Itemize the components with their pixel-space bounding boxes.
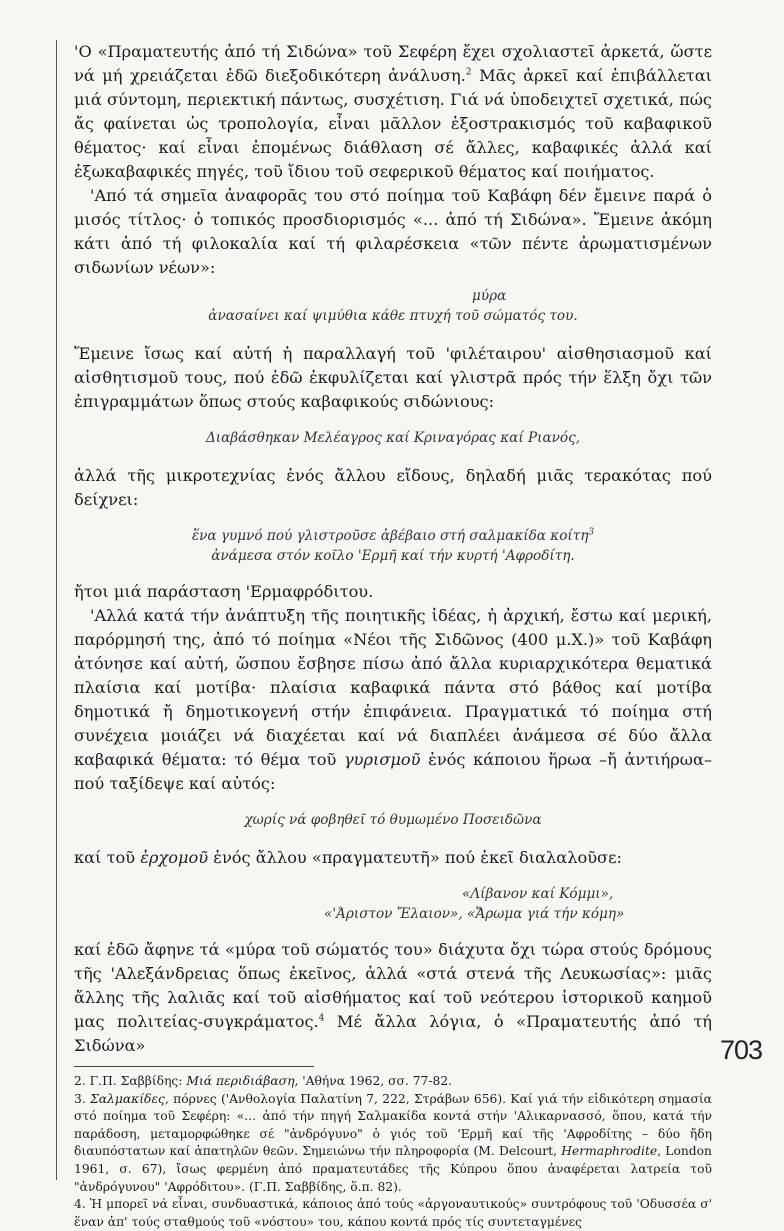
paragraph-5: ἤτοι μιά παράσταση 'Ερμαφρόδιτου. — [74, 582, 374, 601]
quote-5-line-2: «'Άριστον Ἔλαιον», «Ἄρωμα γιά τήν κόμη» — [324, 906, 625, 922]
footnote-4: 4. Ἡ μπορεῖ νά εἶναι, συνδυαστικά, κάποιος ἀπό τούς «ἀργοναυτικούς» συντρόφους τοῦ 'Οδυσσέα σ' ἕναν ἀπ' τούς σταθμούς τοῦ «νόστου» του, κάπου κοντά πρός τίς συντεταγμένες — [74, 1197, 712, 1229]
quote-2: Διαβάσθηκαν Μελέαγρος καί Κριναγόρας καί Ριανός, — [205, 430, 581, 446]
quote-5-line-1: «Λίβανον καί Κόμμι», — [462, 886, 614, 902]
footnotes — [74, 1073, 712, 1231]
quote-1-line-2: ἀνασαίνει καί ψιμύθια κάθε πτυχή τοῦ σώματός του. — [208, 308, 578, 324]
main-text — [74, 40, 712, 1058]
paragraph-2: 'Από τά σημεῖα ἀναφορᾶς του στό ποίημα τοῦ Καβάφη δέν ἔμεινε παρά ὁ μισός τίτλος· ὁ τοπικός προσδιορισμός «... ἀπό τή Σιδώνα». Ἔμεινε ἀκόμη κάτι ἀπό τή φιλοκαλία καί τή φιλαρέσκεια «τῶν πέντε ἀρωματισμένων σιδωνίων νέων»: — [74, 186, 712, 277]
footnote-ref-4[interactable]: 4 — [318, 1013, 325, 1024]
margin-rule — [56, 40, 57, 1180]
quote-1-line-1: μύρα — [472, 288, 507, 304]
quote-3-line-1: ἕνα γυμνό πού γλιστροῦσε ἀβέβαιο στή σαλμακίδα κοίτη$^3$ — [191, 527, 595, 544]
book-page — [74, 40, 712, 1229]
paragraph-4: ἀλλά τῆς μικροτεχνίας ἑνός ἄλλου εἴδους, δηλαδή μιᾶς τερακότας πού δείχνει: — [74, 466, 712, 509]
paragraph-8: καί ἐδῶ ἄφηνε τά «μύρα τοῦ σώματός του» διάχυτα ὄχι τώρα στούς δρόμους τῆς 'Αλεξάνδρειας ὅπως ἐκεῖνος, ἀλλά «στά στενά τῆς Λευκωσίας»: μιᾶς ἄλλης τῆς λαλιᾶς καί τοῦ αἰσθήματος καί τοῦ νεότερου ἱστορικοῦ καημοῦ μας πολιτείας-συγκράματος.$^4$ Μέ ἄλλα λόγια, ὁ «Πραματευτής ἀπό τή Σιδώνα» — [74, 940, 712, 1055]
footnote-ref-2[interactable]: 2 — [465, 67, 472, 78]
paragraph-3: Ἔμεινε ἴσως καί αὐτή ἡ παραλλαγή τοῦ 'φιλέταιρου' αἰσθησιασμοῦ καί αἰσθητισμοῦ τους, πού ἐδῶ ἐκφυλίζεται καί γλιστρᾶ πρός τήν ἕλξη ὄχι τῶν ἐπιγραμμάτων ὅπως στούς καβαφικούς σιδώνιους: — [74, 344, 712, 411]
page-number: 703 — [720, 1035, 763, 1065]
footnote-ref-3[interactable]: 3 — [588, 527, 595, 538]
paragraph-1: 'Ο «Πραματευτής ἀπό τή Σιδώνα» τοῦ Σεφέρη ἔχει σχολιαστεῖ ἀρκετά, ὥστε νά μή χρειάζεται ἐδῶ διεξοδικότερη ἀνάλυση.$^2$ Μᾶς ἀρκεῖ καί ἐπιβάλλεται μιά σύντομη, περιεκτική πάντως, συσχέτιση. Γιά νά ὑποδειχτεῖ σχετικά, πώς ἄς φαίνεται ὡς τροπολογία, εἶναι μᾶλλον ἐξοστρακισμός τοῦ καβαφικοῦ θέματος· καί εἶναι ἐπομένως διάθλαση σέ ἄλλες, καβαφικές ἀλλά καί ἐξωκαβαφικές πηγές, τοῦ ἴδιου τοῦ σεφερικοῦ θέματος καί ποιήματος. — [74, 42, 712, 181]
quote-4: χωρίς νά φοβηθεῖ τό θυμωμένο Ποσειδῶνα — [244, 812, 542, 828]
footnote-3: 3. Σαλμακίδες, πόρνες ('Ανθολογία Παλατίνη 7, 222, Στράβων 656). Καί γιά τήν εἰδικότερη σημασία στό ποίημα τοῦ Σεφέρη: «... ἀπό τήν πηγή Σαλμακίδα κοντά στήν 'Αλικαρνασσό, ὅπου, κατά τήν παράδοση, μεταμορφώθηκε σέ "ἀνδρόγυνο" ὁ γιός τοῦ 'Ερμῆ καί τῆς 'Αφροδίτης – δύο ἤδη διαυπόστατων καί ἀπατηλῶν θεῶν. Σημειώνω τήν πληροφορία (M. Delcourt, Hermaphrodite, London 1961, σ. 67), ἴσως φερμένη ἀπό πραματευτάδες τῆς Κύπρου ὅπου ἀναφέρεται λατρεία τοῦ "ἀνδρόγυνου" 'Αφρόδιτου». (Γ.Π. Σαββίδης, ὅ.π. 82). — [74, 1091, 712, 1194]
paragraph-6: 'Αλλά κατά τήν ἀνάπτυξη τῆς ποιητικῆς ἰδέας, ἡ ἀρχική, ἔστω καί μερική, παρόρμησή της, ἀπό τό ποίημα «Νέοι τῆς Σιδῶνος (400 μ.Χ.)» τοῦ Καβάφη ἀτόνησε καί αὐτή, ὥσπου ἔσβησε πίσω ἀπό ἄλλα κυριαρχικότερα θεματικά πλαίσια καί μοτίβα· πλαίσια καβαφικά πάντα στό βάθος καί μοτίβα δημοτικά ἤ δημοτικογενή στήν ἐπιφάνεια. Πραγματικά τό ποίημα στή συνέχεια μοιάζει νά διαχέεται καί νά διαπλέει ἀνάμεσα σέ δύο ἄλλα καβαφικά θέματα: τό θέμα τοῦ γυρισμοῦ ἑνός κάποιου ἥρωα –ἤ ἀντιήρωα– πού ταξίδεψε καί αὐτός: — [74, 606, 712, 793]
paragraph-7: καί τοῦ ἐρχομοῦ ἑνός ἄλλου «πραγματευτῆ» πού ἐκεῖ διαλαλοῦσε: — [74, 848, 622, 867]
footnote-2: 2. Γ.Π. Σαββίδης: Μιά περιδιάβαση, 'Αθήνα 1962, σσ. 77-82. — [74, 1074, 453, 1088]
footnote-separator — [74, 1066, 314, 1067]
quote-3-line-2: ἀνάμεσα στόν κοῖλο 'Ερμῆ καί τήν κυρτή 'Αφροδίτη. — [211, 548, 575, 564]
